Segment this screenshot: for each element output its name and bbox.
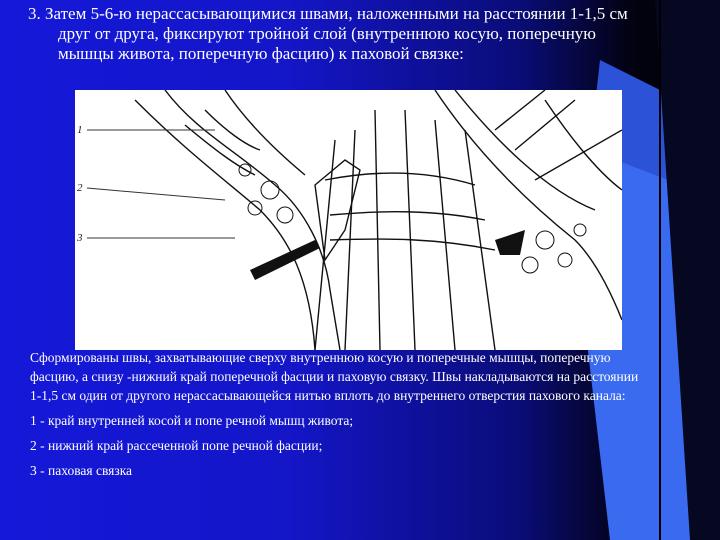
caption-main-text: Сформированы швы, захватывающие сверху внутреннюю косую и поперечные мышцы, поперечную фасцию, а снизу -нижний край поперечной фасции и паховую связку. Швы накладываются на расстоянии 1-1,5 см один от другого нерассасывающейся нитью вплоть до внутреннего отверстия пахового канала: (30, 350, 639, 403)
legend-item-1: 1 - край внутренней косой и попе речной мышц живота; (30, 413, 354, 428)
legend-item-2: 2 - нижний край рассеченной попе речной фасции; (30, 438, 323, 453)
figure-label-2: 2 (77, 182, 83, 194)
illustration-drawing (75, 90, 622, 350)
surgical-illustration (75, 90, 622, 350)
figure-label-1: 1 (77, 124, 83, 136)
slide-title: 3. Затем 5-6-ю нерассасывающимися швами, наложенными на расстоянии 1-1,5 см друг от друга, фиксируют тройной слой (внутреннюю косую, поперечную мышцы живота, поперечную фасцию) к паховой связке: (28, 4, 628, 63)
legend-item-3: 3 - паховая связка (30, 463, 133, 478)
caption-block (30, 348, 650, 486)
figure-label-3: 3 (77, 232, 83, 244)
